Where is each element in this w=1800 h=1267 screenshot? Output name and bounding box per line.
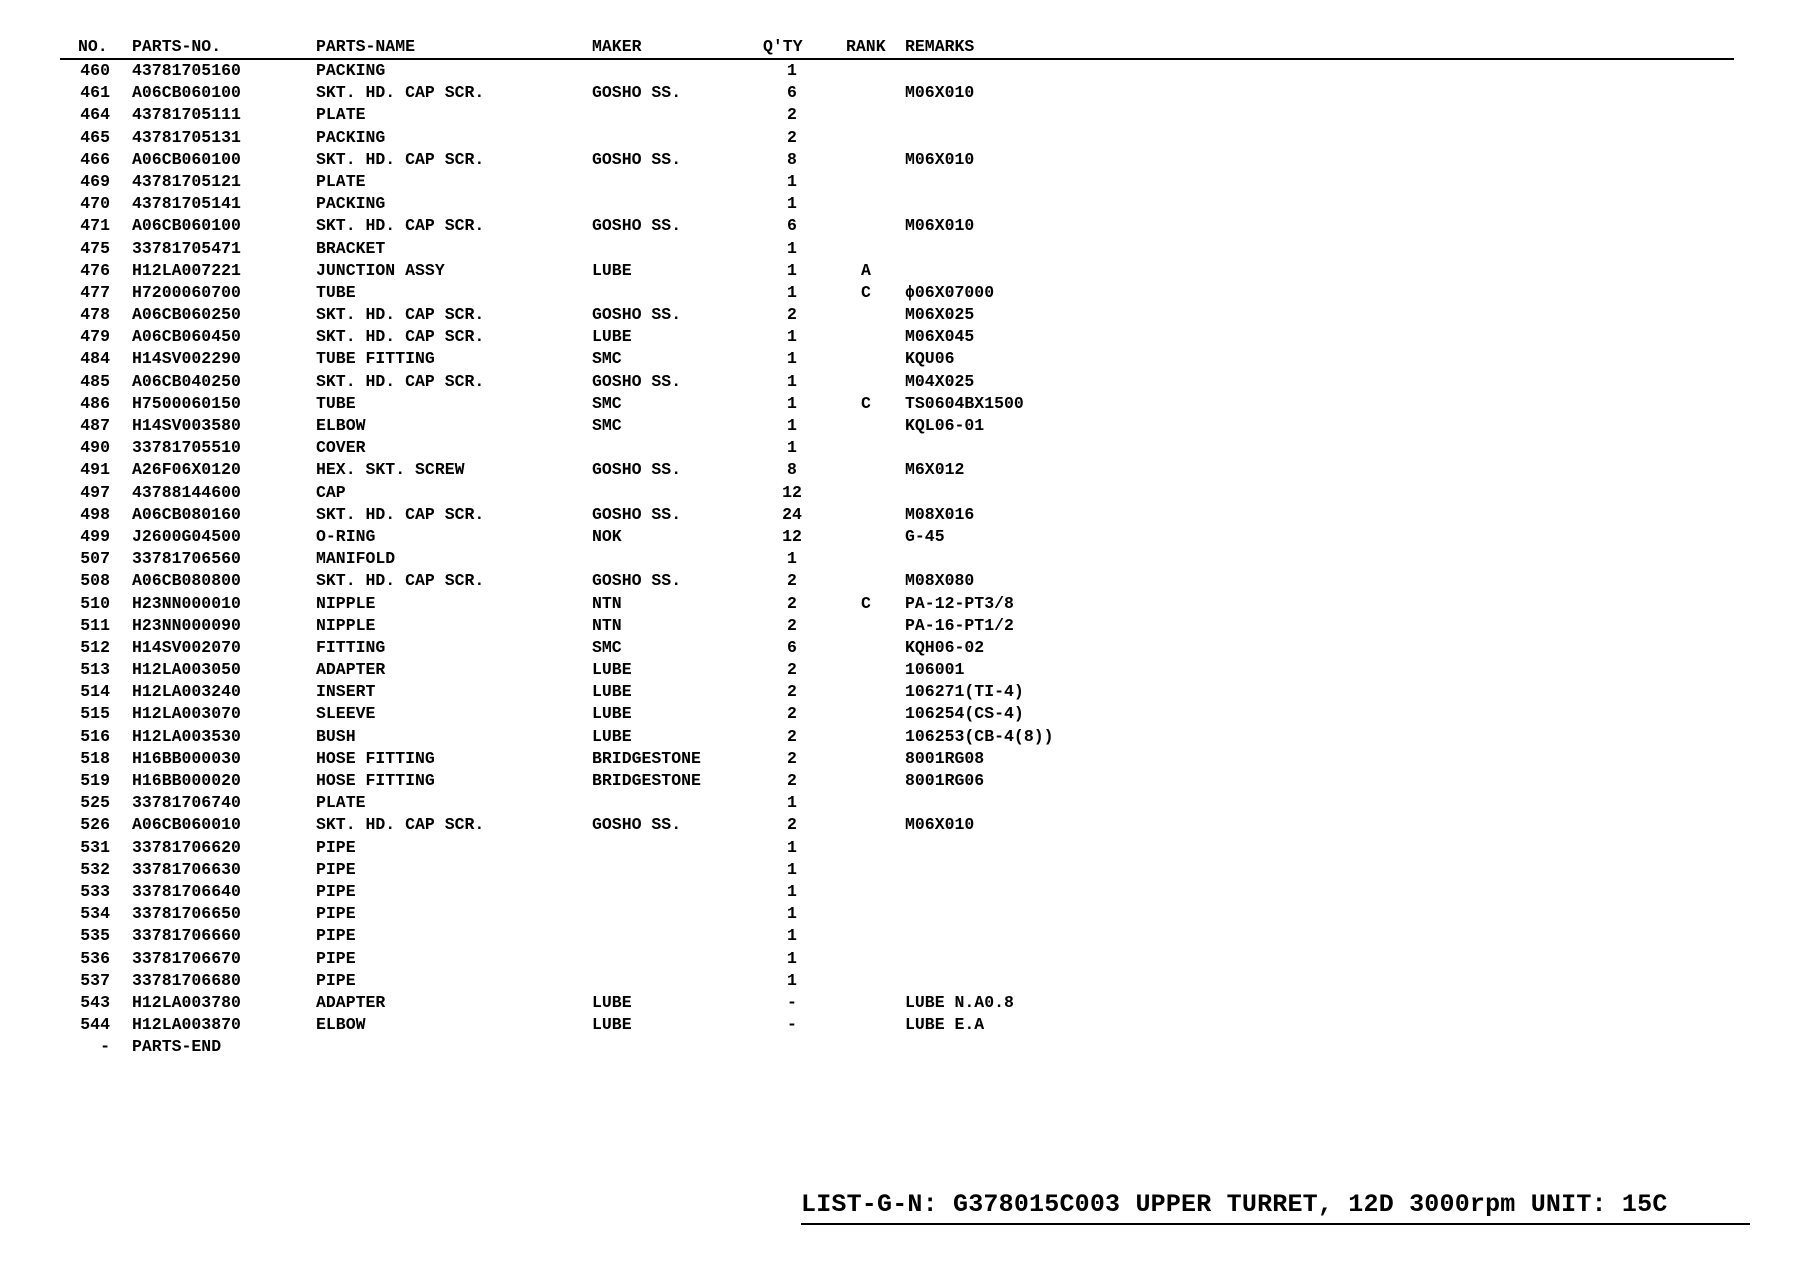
table-row	[60, 282, 1734, 304]
cell-no: 476	[80, 260, 110, 280]
cell-qty: 6	[787, 83, 797, 103]
cell-parts-no: H12LA003870	[132, 1015, 241, 1035]
cell-parts-name: PIPE	[316, 904, 356, 924]
cell-no: 516	[80, 726, 110, 746]
cell-parts-no: H16BB000030	[132, 748, 241, 768]
cell-no: 518	[80, 748, 110, 768]
table-row	[60, 215, 1734, 237]
cell-parts-name: SKT. HD. CAP SCR.	[316, 504, 485, 524]
cell-qty: 1	[787, 970, 797, 990]
cell-qty: 1	[787, 194, 797, 214]
cell-parts-name: BRACKET	[316, 238, 386, 258]
cell-parts-name: PIPE	[316, 948, 356, 968]
cell-parts-no: A06CB040250	[132, 371, 241, 391]
cell-parts-name: PACKING	[316, 127, 386, 147]
cell-qty: 2	[787, 305, 797, 325]
cell-parts-no: H12LA003530	[132, 726, 241, 746]
header-remarks: REMARKS	[905, 37, 975, 56]
cell-remarks: KQU06	[905, 349, 955, 369]
cell-parts-no: A06CB060010	[132, 815, 241, 835]
cell-maker: NOK	[592, 526, 622, 546]
cell-maker: LUBE	[592, 704, 632, 724]
header-qty: Q'TY	[763, 37, 803, 56]
cell-qty: 2	[787, 815, 797, 835]
cell-qty: 2	[787, 571, 797, 591]
cell-remarks: M6X012	[905, 460, 965, 480]
cell-rank: C	[861, 593, 871, 613]
list-title: LIST-G-N: G378015C003 UPPER TURRET, 12D 3000rpm UNIT: 15C	[801, 1190, 1750, 1225]
cell-parts-name: TUBE	[316, 393, 356, 413]
cell-qty: -	[787, 1015, 797, 1035]
cell-parts-name: PIPE	[316, 970, 356, 990]
table-row	[60, 104, 1734, 126]
table-row	[60, 659, 1734, 681]
cell-qty: 1	[787, 904, 797, 924]
header-no: NO.	[78, 37, 108, 56]
cell-maker: GOSHO SS.	[592, 815, 682, 835]
cell-qty: 12	[782, 482, 802, 502]
cell-parts-no: H14SV002070	[132, 637, 241, 657]
table-row	[60, 770, 1734, 792]
cell-parts-no: 43788144600	[132, 482, 241, 502]
cell-parts-no: 33781706670	[132, 948, 241, 968]
cell-qty: 2	[787, 593, 797, 613]
cell-no: 491	[80, 460, 110, 480]
cell-no: 511	[80, 615, 110, 635]
cell-parts-no: 43781705160	[132, 61, 241, 80]
cell-qty: 2	[787, 660, 797, 680]
cell-parts-no: 33781705510	[132, 438, 241, 458]
cell-maker: GOSHO SS.	[592, 149, 682, 169]
cell-parts-no: 33781706630	[132, 859, 241, 879]
cell-parts-name: SKT. HD. CAP SCR.	[316, 327, 485, 347]
cell-no: 533	[80, 881, 110, 901]
cell-remarks: M04X025	[905, 371, 975, 391]
parts-list-table	[60, 36, 1734, 1058]
table-row	[60, 127, 1734, 149]
cell-maker: NTN	[592, 593, 622, 613]
cell-no: 508	[80, 571, 110, 591]
cell-qty: 1	[787, 171, 797, 191]
cell-maker: LUBE	[592, 726, 632, 746]
cell-maker: LUBE	[592, 660, 632, 680]
cell-maker: LUBE	[592, 1015, 632, 1035]
cell-remarks: 106271(TI-4)	[905, 682, 1024, 702]
cell-parts-no: H12LA003240	[132, 682, 241, 702]
cell-parts-no: A06CB060100	[132, 216, 241, 236]
table-row	[60, 1014, 1734, 1036]
cell-remarks: LUBE E.A	[905, 1015, 985, 1035]
cell-parts-name: PIPE	[316, 859, 356, 879]
table-row	[60, 948, 1734, 970]
cell-parts-name: HEX. SKT. SCREW	[316, 460, 465, 480]
cell-maker: GOSHO SS.	[592, 305, 682, 325]
table-row	[60, 171, 1734, 193]
cell-qty: 1	[787, 349, 797, 369]
cell-qty: 2	[787, 105, 797, 125]
cell-parts-name: INSERT	[316, 682, 376, 702]
cell-parts-no: A06CB080160	[132, 504, 241, 524]
cell-maker: SMC	[592, 393, 622, 413]
table-row	[60, 593, 1734, 615]
cell-qty: 1	[787, 881, 797, 901]
cell-maker: NTN	[592, 615, 622, 635]
cell-qty: 1	[787, 393, 797, 413]
header-maker: MAKER	[592, 37, 642, 56]
cell-parts-name: BUSH	[316, 726, 356, 746]
cell-parts-no: 43781705141	[132, 194, 241, 214]
cell-parts-name: JUNCTION ASSY	[316, 260, 445, 280]
cell-remarks: M06X010	[905, 83, 975, 103]
cell-no: 498	[80, 504, 110, 524]
cell-parts-no: H23NN000010	[132, 593, 241, 613]
cell-parts-no: H12LA003050	[132, 660, 241, 680]
cell-parts-name: SKT. HD. CAP SCR.	[316, 371, 485, 391]
cell-qty: 1	[787, 260, 797, 280]
cell-qty: 1	[787, 948, 797, 968]
table-row	[60, 992, 1734, 1014]
cell-qty: -	[787, 992, 797, 1012]
cell-parts-name: PIPE	[316, 837, 356, 857]
cell-remarks: ϕ06X07000	[905, 282, 995, 302]
cell-parts-name: HOSE FITTING	[316, 748, 435, 768]
table-row	[60, 371, 1734, 393]
cell-maker: BRIDGESTONE	[592, 748, 701, 768]
cell-parts-no: H12LA003070	[132, 704, 241, 724]
table-row	[60, 459, 1734, 481]
cell-no: 543	[80, 992, 110, 1012]
table-row	[60, 792, 1734, 814]
cell-maker: GOSHO SS.	[592, 216, 682, 236]
cell-parts-no: H7200060700	[132, 282, 241, 302]
cell-no: 519	[80, 771, 110, 790]
cell-rank: A	[861, 260, 871, 280]
table-row	[60, 570, 1734, 592]
cell-no: 484	[80, 349, 110, 369]
cell-no: 497	[80, 482, 110, 502]
cell-parts-no: 33781706680	[132, 970, 241, 990]
table-row	[60, 60, 1734, 82]
table-row	[60, 859, 1734, 881]
cell-qty: 1	[787, 438, 797, 458]
table-row	[60, 748, 1734, 770]
cell-parts-name: SKT. HD. CAP SCR.	[316, 305, 485, 325]
cell-remarks: M08X080	[905, 571, 975, 591]
cell-remarks: M06X010	[905, 149, 975, 169]
cell-remarks: 106254(CS-4)	[905, 704, 1024, 724]
table-row	[60, 1036, 1734, 1058]
table-row	[60, 703, 1734, 725]
cell-qty: 1	[787, 371, 797, 391]
cell-parts-no: H12LA003780	[132, 992, 241, 1012]
cell-parts-name: ELBOW	[316, 1015, 366, 1035]
cell-remarks: M06X010	[905, 815, 975, 835]
cell-no: 464	[80, 105, 110, 125]
cell-parts-no: H14SV003580	[132, 416, 241, 435]
cell-no: 537	[80, 970, 110, 990]
cell-parts-name: HOSE FITTING	[316, 771, 435, 790]
cell-no: 534	[80, 904, 110, 924]
cell-qty: 8	[787, 149, 797, 169]
table-row	[60, 393, 1734, 415]
cell-maker: GOSHO SS.	[592, 504, 682, 524]
cell-maker: BRIDGESTONE	[592, 771, 701, 790]
cell-parts-name: PLATE	[316, 105, 366, 125]
table-row	[60, 548, 1734, 570]
cell-qty: 2	[787, 682, 797, 702]
cell-no: 507	[80, 549, 110, 569]
cell-no: 475	[80, 238, 110, 258]
cell-remarks: 106001	[905, 660, 965, 680]
cell-no: 526	[80, 815, 110, 835]
cell-parts-name: SKT. HD. CAP SCR.	[316, 571, 485, 591]
cell-maker: GOSHO SS.	[592, 571, 682, 591]
cell-parts-no: 33781706640	[132, 881, 241, 901]
cell-parts-no: 33781706660	[132, 926, 241, 946]
table-row	[60, 348, 1734, 370]
table-row	[60, 814, 1734, 836]
cell-parts-no: H7500060150	[132, 393, 241, 413]
cell-parts-no: PARTS-END	[132, 1037, 222, 1057]
cell-no: 514	[80, 682, 110, 702]
cell-no: 470	[80, 194, 110, 214]
table-row	[60, 881, 1734, 903]
table-row	[60, 615, 1734, 637]
cell-maker: GOSHO SS.	[592, 460, 682, 480]
cell-parts-no: 33781706560	[132, 549, 241, 569]
cell-remarks: KQL06-01	[905, 416, 985, 435]
cell-qty: 1	[787, 61, 797, 80]
table-row	[60, 415, 1734, 437]
table-row	[60, 837, 1734, 859]
table-row	[60, 482, 1734, 504]
cell-qty: 24	[782, 504, 802, 524]
table-row	[60, 970, 1734, 992]
cell-parts-no: A06CB060250	[132, 305, 241, 325]
cell-maker: SMC	[592, 637, 622, 657]
cell-qty: 1	[787, 859, 797, 879]
cell-maker: SMC	[592, 416, 622, 435]
table-header	[60, 36, 1734, 60]
cell-remarks: 106253(CB-4(8))	[905, 726, 1054, 746]
cell-no: 510	[80, 593, 110, 613]
cell-parts-name: ADAPTER	[316, 660, 386, 680]
cell-rank: C	[861, 393, 871, 413]
cell-no: -	[100, 1037, 110, 1057]
cell-no: 532	[80, 859, 110, 879]
cell-remarks: G-45	[905, 526, 945, 546]
cell-qty: 1	[787, 549, 797, 569]
table-row	[60, 82, 1734, 104]
cell-no: 479	[80, 327, 110, 347]
cell-parts-no: A06CB080800	[132, 571, 241, 591]
cell-parts-name: PLATE	[316, 171, 366, 191]
cell-no: 487	[80, 416, 110, 435]
cell-no: 512	[80, 637, 110, 657]
cell-no: 477	[80, 282, 110, 302]
cell-parts-no: A06CB060450	[132, 327, 241, 347]
cell-no: 535	[80, 926, 110, 946]
cell-parts-no: 43781705131	[132, 127, 241, 147]
cell-parts-no: 33781706620	[132, 837, 241, 857]
cell-remarks: PA-12-PT3/8	[905, 593, 1014, 613]
cell-parts-name: PLATE	[316, 793, 366, 813]
cell-no: 515	[80, 704, 110, 724]
cell-parts-no: 33781705471	[132, 238, 241, 258]
cell-parts-name: TUBE	[316, 282, 356, 302]
cell-parts-name: MANIFOLD	[316, 549, 396, 569]
cell-qty: 12	[782, 526, 802, 546]
cell-parts-no: H12LA007221	[132, 260, 241, 280]
cell-parts-name: TUBE FITTING	[316, 349, 435, 369]
cell-remarks: PA-16-PT1/2	[905, 615, 1014, 635]
cell-parts-name: NIPPLE	[316, 615, 376, 635]
header-parts-no: PARTS-NO.	[132, 37, 222, 56]
cell-remarks: 8001RG06	[905, 771, 985, 790]
cell-no: 466	[80, 149, 110, 169]
cell-qty: 6	[787, 637, 797, 657]
cell-parts-name: ADAPTER	[316, 992, 386, 1012]
table-row	[60, 326, 1734, 348]
cell-parts-name: SLEEVE	[316, 704, 376, 724]
cell-qty: 1	[787, 416, 797, 435]
cell-remarks: KQH06-02	[905, 637, 985, 657]
cell-remarks: M06X025	[905, 305, 975, 325]
cell-maker: LUBE	[592, 260, 632, 280]
cell-parts-name: PIPE	[316, 926, 356, 946]
table-row	[60, 193, 1734, 215]
cell-no: 486	[80, 393, 110, 413]
cell-no: 531	[80, 837, 110, 857]
table-row	[60, 903, 1734, 925]
table-row	[60, 238, 1734, 260]
table-row	[60, 726, 1734, 748]
cell-no: 461	[80, 83, 110, 103]
table-body	[60, 60, 1734, 1058]
cell-qty: 1	[787, 926, 797, 946]
cell-qty: 6	[787, 216, 797, 236]
cell-parts-name: PACKING	[316, 194, 386, 214]
cell-parts-name: ELBOW	[316, 416, 366, 435]
cell-qty: 2	[787, 615, 797, 635]
cell-rank: C	[861, 282, 871, 302]
cell-qty: 1	[787, 238, 797, 258]
cell-parts-name: PIPE	[316, 881, 356, 901]
header-rank: RANK	[846, 37, 886, 56]
cell-parts-name: O-RING	[316, 526, 376, 546]
cell-qty: 2	[787, 726, 797, 746]
cell-parts-name: SKT. HD. CAP SCR.	[316, 83, 485, 103]
cell-parts-no: A06CB060100	[132, 83, 241, 103]
cell-no: 513	[80, 660, 110, 680]
cell-remarks: LUBE N.A0.8	[905, 992, 1014, 1012]
table-row	[60, 437, 1734, 459]
cell-parts-name: CAP	[316, 482, 346, 502]
cell-no: 471	[80, 216, 110, 236]
cell-no: 490	[80, 438, 110, 458]
cell-parts-no: H14SV002290	[132, 349, 241, 369]
table-row	[60, 526, 1734, 548]
cell-parts-name: SKT. HD. CAP SCR.	[316, 815, 485, 835]
cell-parts-no: J2600G04500	[132, 526, 241, 546]
table-row	[60, 304, 1734, 326]
cell-parts-name: SKT. HD. CAP SCR.	[316, 216, 485, 236]
cell-maker: LUBE	[592, 682, 632, 702]
header-parts-name: PARTS-NAME	[316, 37, 416, 56]
cell-maker: GOSHO SS.	[592, 371, 682, 391]
cell-no: 499	[80, 526, 110, 546]
cell-remarks: M06X045	[905, 327, 975, 347]
cell-no: 536	[80, 948, 110, 968]
cell-no: 460	[80, 61, 110, 80]
cell-remarks: M06X010	[905, 216, 975, 236]
cell-maker: GOSHO SS.	[592, 83, 682, 103]
cell-parts-no: H16BB000020	[132, 771, 241, 790]
cell-remarks: M08X016	[905, 504, 975, 524]
table-row	[60, 260, 1734, 282]
cell-parts-no: A26F06X0120	[132, 460, 241, 480]
table-row	[60, 681, 1734, 703]
cell-no: 478	[80, 305, 110, 325]
cell-parts-no: H23NN000090	[132, 615, 241, 635]
cell-qty: 8	[787, 460, 797, 480]
table-row	[60, 637, 1734, 659]
cell-parts-name: SKT. HD. CAP SCR.	[316, 149, 485, 169]
cell-qty: 2	[787, 748, 797, 768]
cell-remarks: 8001RG08	[905, 748, 985, 768]
cell-qty: 2	[787, 771, 797, 790]
cell-parts-name: PACKING	[316, 61, 386, 80]
cell-qty: 1	[787, 282, 797, 302]
cell-no: 525	[80, 793, 110, 813]
cell-parts-no: 43781705121	[132, 171, 241, 191]
cell-qty: 2	[787, 704, 797, 724]
cell-no: 469	[80, 171, 110, 191]
cell-qty: 2	[787, 127, 797, 147]
cell-parts-no: 43781705111	[132, 105, 241, 125]
table-row	[60, 925, 1734, 947]
cell-remarks: TS0604BX1500	[905, 393, 1024, 413]
cell-parts-name: NIPPLE	[316, 593, 376, 613]
cell-parts-name: FITTING	[316, 637, 386, 657]
table-row	[60, 504, 1734, 526]
cell-no: 465	[80, 127, 110, 147]
cell-parts-no: A06CB060100	[132, 149, 241, 169]
cell-no: 544	[80, 1015, 110, 1035]
cell-parts-no: 33781706650	[132, 904, 241, 924]
cell-qty: 1	[787, 793, 797, 813]
cell-parts-no: 33781706740	[132, 793, 241, 813]
cell-qty: 1	[787, 837, 797, 857]
cell-maker: SMC	[592, 349, 622, 369]
cell-maker: LUBE	[592, 992, 632, 1012]
cell-maker: LUBE	[592, 327, 632, 347]
table-row	[60, 149, 1734, 171]
cell-no: 485	[80, 371, 110, 391]
cell-qty: 1	[787, 327, 797, 347]
cell-parts-name: COVER	[316, 438, 366, 458]
